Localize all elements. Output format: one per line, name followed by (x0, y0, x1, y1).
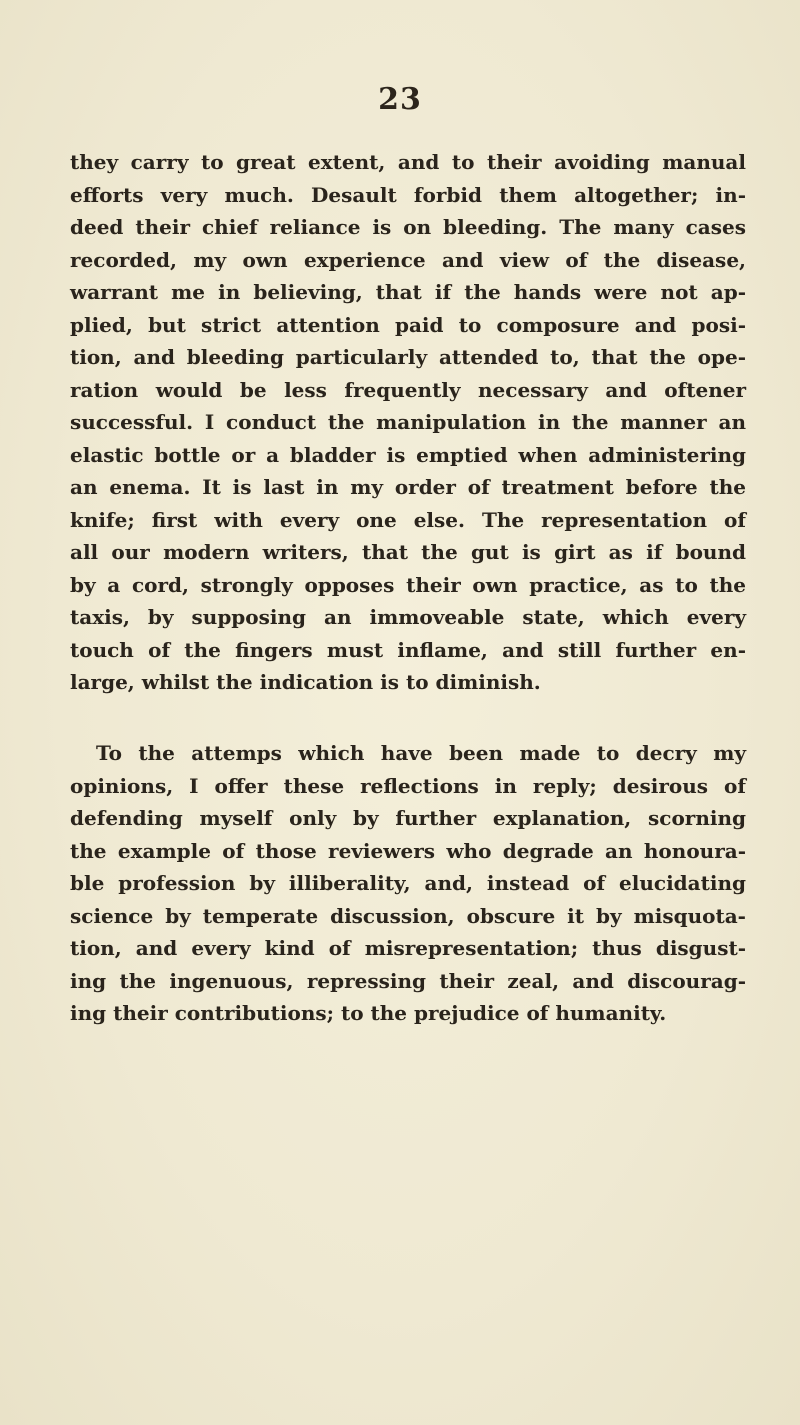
text-line: an enema. It is last in my order of treatment before the (70, 475, 746, 499)
text-line: they carry to great extent, and to their avoiding manual (70, 150, 746, 174)
text-line: knife; first with every one else. The representation of (70, 507, 746, 532)
text-line: ing the ingenuous, repressing their zeal, and discourag- (70, 968, 746, 993)
text-line: the example of those reviewers who degrade an honoura- (70, 838, 746, 863)
text-line: To the attemps which have been made to decry my (96, 741, 746, 765)
text-line: successful. I conduct the manipulation in the manner an (70, 410, 746, 434)
text-line: opinions, I offer these reflections in reply; desirous of (70, 773, 746, 798)
text-line: taxis, by supposing an immoveable state, which every (70, 605, 746, 629)
text-line: tion, and every kind of misrepresentation; thus disgust- (70, 936, 746, 960)
text-line: large, whilst the indication is to diminish. (70, 670, 541, 694)
text-line: ing their contributions; to the prejudice of humanity. (70, 1001, 667, 1025)
text-line: elastic bottle or a bladder is emptied when administering (70, 442, 746, 467)
text-line: by a cord, strongly opposes their own practice, as to the (70, 572, 746, 597)
text-line: tion, and bleeding particularly attended to, that the ope- (70, 345, 746, 369)
text-line: plied, but strict attention paid to composure and posi- (70, 312, 746, 337)
paragraph-2 (70, 737, 746, 1030)
text-line: ration would be less frequently necessary and oftener (70, 377, 746, 402)
text-line: warrant me in believing, that if the hands were not ap- (70, 280, 746, 304)
text-line: all our modern writers, that the gut is girt as if bound (70, 540, 746, 564)
page-number: 23 (378, 82, 422, 117)
text-line: recorded, my own experience and view of the disease, (70, 247, 746, 272)
text-line: science by temperate discussion, obscure it by misquota- (70, 903, 746, 928)
text-line: touch of the fingers must inflame, and still further en- (70, 637, 746, 662)
text-line: efforts very much. Desault forbid them altogether; in- (70, 182, 746, 207)
text-line: ble profession by illiberality, and, instead of elucidating (70, 871, 746, 895)
text-line: deed their chief reliance is on bleeding. The many cases (70, 215, 746, 239)
text-line: defending myself only by further explanation, scorning (70, 806, 746, 830)
paragraph-1 (70, 146, 746, 699)
